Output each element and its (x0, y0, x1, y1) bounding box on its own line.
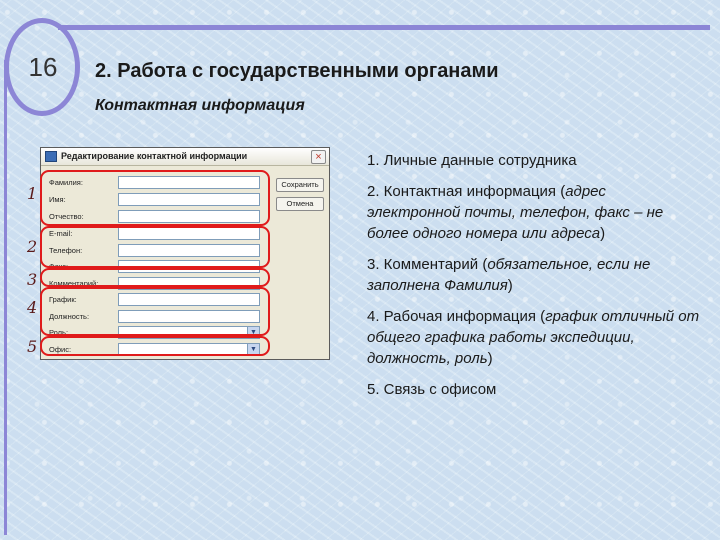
list-item-detail: обязательное, если не заполнена Фамилия (367, 256, 651, 294)
list-item (367, 379, 702, 400)
list-item (367, 306, 702, 369)
list-item-tail: ) (487, 350, 493, 367)
slide-number: 16 (28, 52, 58, 82)
list-item-tail: ) (507, 277, 513, 294)
chevron-down-icon[interactable]: ▼ (247, 327, 259, 338)
field-label: Отчество: (49, 212, 84, 221)
list-item-detail: адрес электронной почты, телефон, факс – не более одного номера или адреса (367, 183, 664, 242)
list-item-text: 1. Личные данные сотрудника (367, 152, 577, 169)
field-label: График: (49, 295, 77, 304)
page-title: 2. Работа с государственными органами (95, 60, 499, 82)
slide-frame-left-line (4, 60, 7, 535)
dialog-title: Редактирование контактной информации (61, 151, 248, 161)
group-number: 5 (27, 337, 38, 356)
dialog-titlebar (41, 148, 329, 166)
list-item-detail: график отличный от общего графика работы экспедиции, должность, роль (367, 308, 700, 367)
close-icon[interactable]: × (311, 150, 326, 164)
window-app-icon (45, 151, 57, 162)
page-subtitle: Контактная информация (95, 97, 305, 114)
field-label: Факс: (49, 262, 69, 271)
list-item-text: 3. Комментарий ( (367, 256, 488, 273)
chevron-down-icon[interactable]: ▼ (247, 344, 259, 355)
info-list (367, 150, 702, 410)
list-item-tail: ) (600, 225, 606, 242)
list-item (367, 150, 702, 171)
list-item-text: 2. Контактная информация ( (367, 183, 566, 200)
list-item (367, 181, 702, 244)
field-label: Комментарий: (49, 279, 99, 288)
slide-frame-top-line (58, 25, 710, 30)
group-number: 4 (27, 298, 38, 317)
group-frame-personal (40, 170, 270, 226)
field-label: Роль: (49, 328, 69, 337)
field-label: Офис: (49, 345, 72, 354)
field-label: Должность: (49, 312, 90, 321)
group-number: 2 (27, 237, 38, 256)
field-label: E-mail: (49, 229, 73, 238)
list-item (367, 254, 702, 296)
group-frame-office (40, 336, 270, 356)
group-frame-work (40, 287, 270, 336)
save-button[interactable]: Сохранить (276, 178, 324, 192)
field-label: Фамилия: (49, 178, 83, 187)
group-frame-comment (40, 268, 270, 287)
list-item-text: 4. Рабочая информация ( (367, 308, 546, 325)
field-label: Телефон: (49, 246, 83, 255)
group-number: 1 (27, 184, 38, 203)
list-item-text: 5. Связь с офисом (367, 381, 497, 398)
group-frame-contact (40, 226, 270, 268)
group-number: 3 (27, 270, 38, 289)
field-label: Имя: (49, 195, 66, 204)
cancel-button[interactable]: Отмена (276, 197, 324, 211)
